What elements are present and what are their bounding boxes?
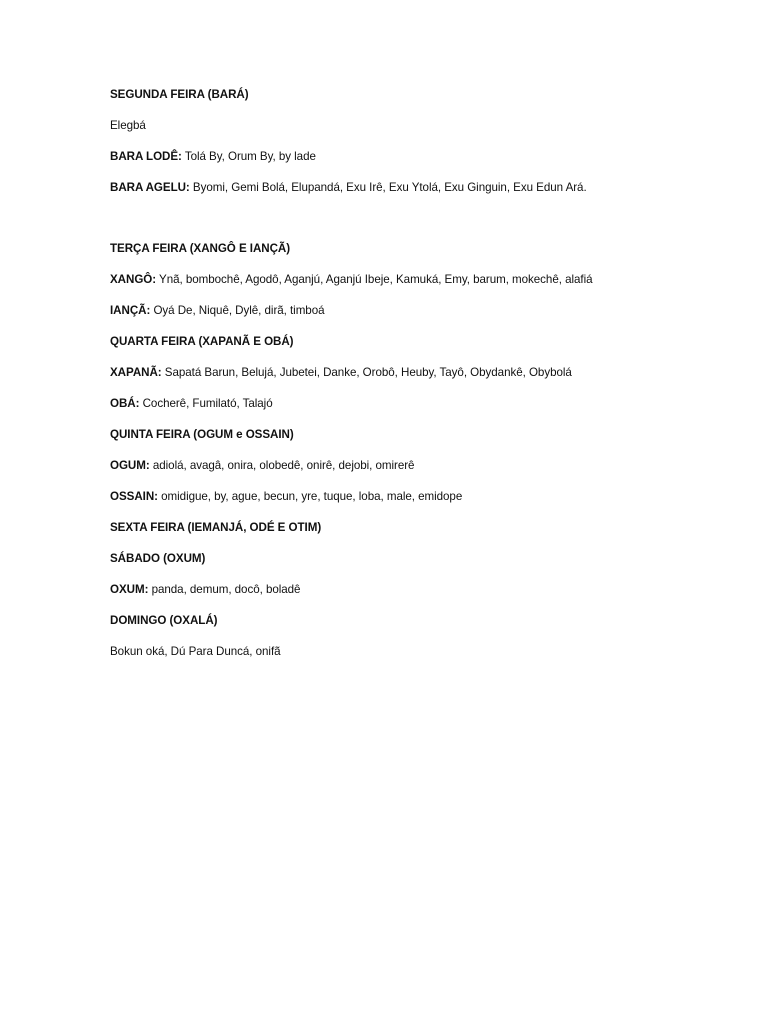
- entry-ianca: [110, 304, 325, 318]
- entry-label: BARA LODÊ:: [110, 150, 182, 163]
- entry-xapana: [110, 366, 572, 380]
- entry-label: OXUM:: [110, 583, 149, 596]
- entry-text: Oyá De, Niquê, Dylê, dirã, timboá: [150, 304, 325, 317]
- entry-label: OGUM:: [110, 459, 150, 472]
- entry-oba: [110, 397, 273, 411]
- entry-label: XAPANÃ:: [110, 366, 162, 379]
- entry-text: adiolá, avagâ, onira, olobedê, onirê, dejobi, omirerê: [149, 459, 415, 472]
- entry-ossain: [110, 490, 462, 504]
- entry-label: IANÇÃ:: [110, 304, 151, 317]
- entry-ogum: [110, 459, 414, 473]
- heading-segunda-feira: SEGUNDA FEIRA (BARÁ): [110, 88, 249, 101]
- entry-text: Tolá By, Orum By, by lade: [181, 150, 316, 163]
- entry-text: panda, demum, docô, boladê: [148, 583, 301, 596]
- heading-domingo: DOMINGO (OXALÁ): [110, 614, 218, 627]
- entry-text: Byomi, Gemi Bolá, Elupandá, Exu Irê, Exu Ytolá, Exu Ginguin, Exu Edun Ará.: [189, 181, 587, 194]
- entry-label: BARA AGELU:: [110, 181, 190, 194]
- heading-quinta-feira: QUINTA FEIRA (OGUM e OSSAIN): [110, 428, 294, 441]
- text-domingo-entries: Bokun oká, Dú Para Duncá, onifã: [110, 645, 281, 658]
- entry-xango: [110, 273, 593, 287]
- entry-text: Ynã, bombochê, Agodô, Aganjú, Aganjú Ibeje, Kamuká, Emy, barum, mokechê, alafiá: [156, 273, 593, 286]
- entry-oxum: [110, 583, 300, 597]
- heading-sexta-feira: SEXTA FEIRA (IEMANJÁ, ODÉ E OTIM): [110, 521, 322, 534]
- heading-quarta-feira: QUARTA FEIRA (XAPANÃ E OBÁ): [110, 335, 294, 348]
- entry-text: omidigue, by, ague, becun, yre, tuque, loba, male, emidope: [157, 490, 463, 503]
- entry-label: OBÁ:: [110, 397, 140, 410]
- entry-bara-agelu: [110, 181, 587, 195]
- heading-terca-feira: TERÇA FEIRA (XANGÔ E IANÇÃ): [110, 242, 291, 255]
- entry-text: Cocherê, Fumilató, Talajó: [139, 397, 273, 410]
- heading-sabado: SÁBADO (OXUM): [110, 552, 206, 565]
- entry-text: Sapatá Barun, Belujá, Jubetei, Danke, Orobô, Heuby, Tayô, Obydankê, Obybolá: [161, 366, 572, 379]
- entry-bara-lode: [110, 150, 316, 164]
- text-elegba: Elegbá: [110, 119, 146, 132]
- entry-label: XANGÔ:: [110, 273, 157, 286]
- entry-label: OSSAIN:: [110, 490, 158, 503]
